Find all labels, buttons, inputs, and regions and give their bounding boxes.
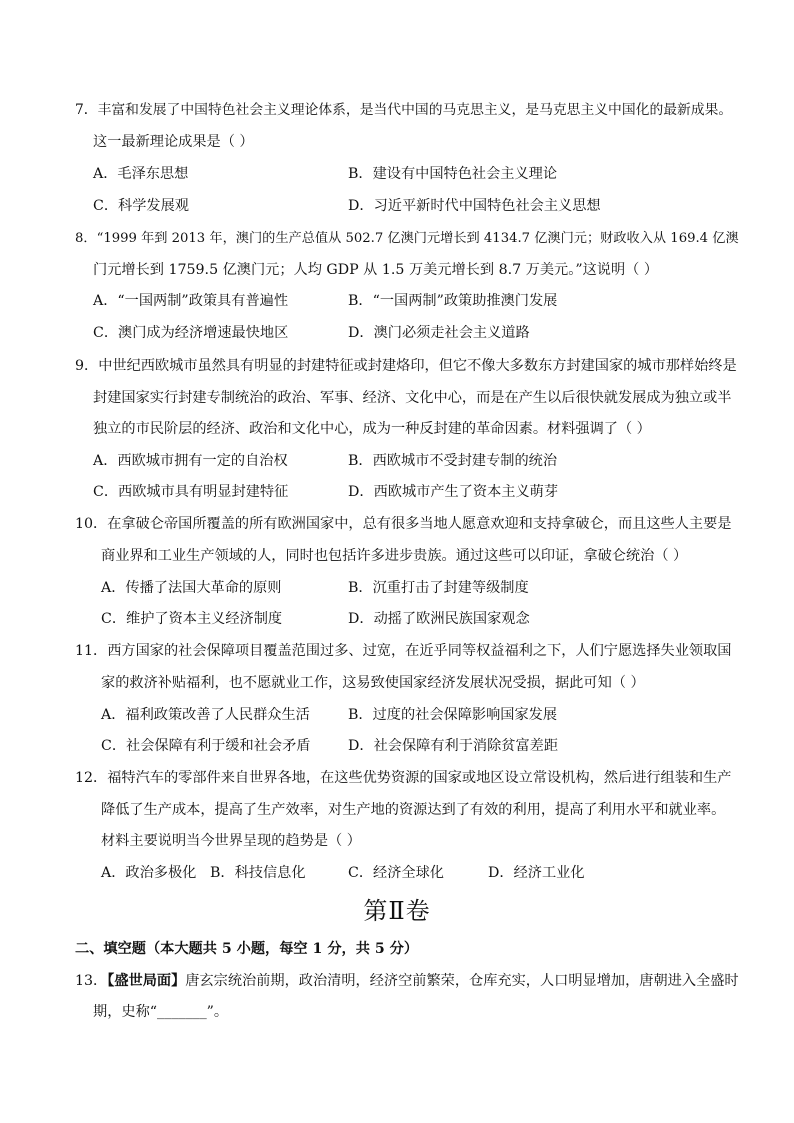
q8-option-d: D．澳门必须走社会主义道路 [348, 325, 530, 341]
q12-stem-line3: 材料主要说明当今世界呈现的趋势是（ ） [101, 833, 361, 849]
q11-option-d: D．社会保障有利于消除贫富差距 [348, 738, 559, 754]
q11-stem-line1: 11．西方国家的社会保障项目覆盖范围过多、过宽，在近乎同等权益福利之下，人们宁愿选择失业领取国 [75, 643, 732, 659]
q10-stem-line1: 10．在拿破仑帝国所覆盖的所有欧洲国家中，总有很多当地人愿意欢迎和支持拿破仑，而且这些人主要是 [75, 516, 732, 532]
q10-option-c: C．维护了资本主义经济制度 [101, 611, 283, 627]
q9-stem-line3: 独立的市民阶层的经济、政治和文化中心，成为一种反封建的革命因素。材料强调了（ ） [93, 421, 651, 437]
q13-tag: 【盛世局面】 [107, 973, 186, 989]
q8-option-a: A．“一国两制”政策具有普遍性 [93, 293, 289, 309]
q7-option-a: A．毛泽东思想 [93, 166, 189, 182]
q10-stem-line2: 商业界和工业生产领域的人，同时也包括许多进步贵族。通过这些可以印证，拿破仑统治（ ） [101, 548, 688, 564]
q12-stem-line2: 降低了生产成本，提高了生产效率，对生产地的资源达到了有效的利用，提高了利用水平和就业率。 [101, 802, 726, 818]
q8-stem-line1: 8．“1999 年到 2013 年，澳门的生产总值从 502.7 亿澳门元增长到 4134.7 亿澳门元；财政收入从 169.4 亿澳 [75, 231, 739, 246]
q7-stem-line2: 这一最新理论成果是（ ） [93, 134, 254, 150]
q12-option-d: D．经济工业化 [488, 865, 585, 881]
q12-option-c: C．经济全球化 [348, 865, 444, 881]
q10-option-d: D．动摇了欧洲民族国家观念 [348, 611, 530, 627]
q8-option-b: B．“一国两制”政策助推澳门发展 [348, 293, 558, 309]
q8-option-c: C．澳门成为经济增速最快地区 [93, 325, 289, 341]
q9-option-b: B．西欧城市不受封建专制的统治 [348, 453, 558, 469]
q7-stem-line1: 7．丰富和发展了中国特色社会主义理论体系，是当代中国的马克思主义，是马克思主义中国化的最新成果。 [75, 102, 733, 118]
q12-option-b: B．科技信息化 [210, 865, 306, 881]
q8-stem-line2: 门元增长到 1759.5 亿澳门元；人均 GDP 从 1.5 万美元增长到 8.7 万美元。”这说明（ ） [93, 262, 659, 278]
q7-option-b: B．建设有中国特色社会主义理论 [348, 166, 558, 182]
q11-option-c: C．社会保障有利于缓和社会矛盾 [101, 738, 311, 754]
q13-stem-line2: 期，史称“_______”。 [93, 1004, 229, 1020]
q13-text: 唐玄宗统治前期，政治清明，经济空前繁荣，仓库充实，人口明显增加，唐朝进入全盛时 [185, 973, 739, 989]
q9-stem-line1: 9．中世纪西欧城市虽然具有明显的封建特征或封建烙印，但它不像大多数东方封建国家的城市那样始终是 [75, 358, 737, 374]
q9-option-a: A．西欧城市拥有一定的自治权 [93, 453, 288, 469]
q11-option-b: B．过度的社会保障影响国家发展 [348, 707, 558, 723]
q9-option-c: C．西欧城市具有明显封建特征 [93, 484, 289, 500]
q13-number: 13． [75, 973, 108, 989]
q7-option-c: C．科学发展观 [93, 198, 189, 214]
q12-stem-line1: 12．福特汽车的零部件来自世界各地，在这些优势资源的国家或地区设立常设机构，然后进行组装和生产 [75, 770, 732, 786]
q10-option-b: B．沉重打击了封建等级制度 [348, 580, 529, 596]
q12-option-a: A．政治多极化 [101, 865, 197, 881]
section-title: 第Ⅱ卷 [363, 897, 431, 925]
q13-stem-line1 [75, 971, 739, 991]
q11-option-a: A．福利政策改善了人民群众生活 [101, 707, 310, 723]
q11-stem-line2: 家的救济补贴福利，也不愿就业工作，这易致使国家经济发展状况受损，据此可知（ ） [101, 675, 645, 691]
part2-heading: 二、填空题（本大题共 5 小题，每空 1 分，共 5 分） [75, 941, 419, 957]
q10-option-a: A．传播了法国大革命的原则 [101, 580, 282, 596]
q9-option-d: D．西欧城市产生了资本主义萌芽 [348, 484, 559, 500]
q9-stem-line2: 封建国家实行封建专制统治的政治、军事、经济、文化中心，而是在产生以后很快就发展成为独立或半 [93, 390, 732, 406]
q7-option-d: D．习近平新时代中国特色社会主义思想 [348, 198, 601, 214]
